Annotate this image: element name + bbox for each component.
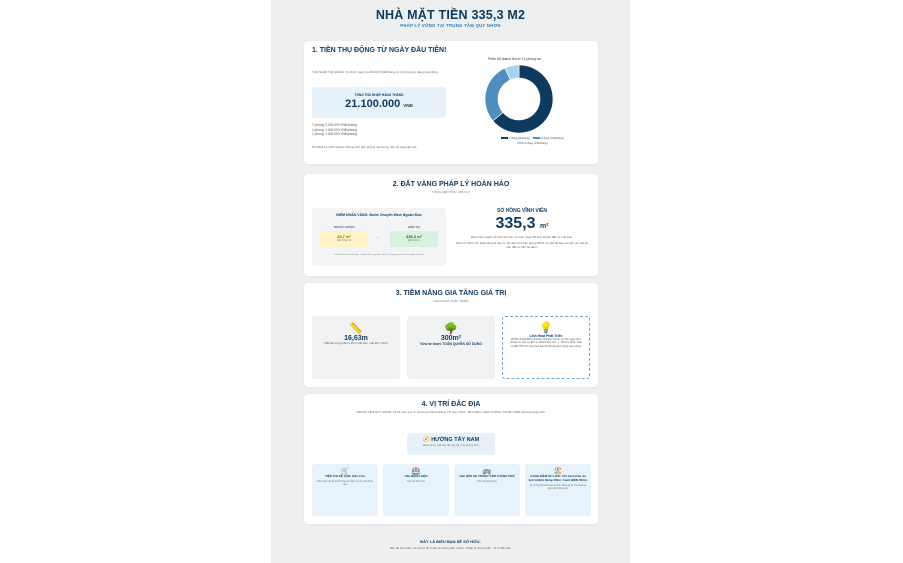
- legend-label: 1 phòng (1.5tr/phòng): [524, 141, 548, 145]
- beach-icon: 🏖️: [553, 468, 563, 475]
- income-label: TỔNG THU NHẬP HÀNG THÁNG: [354, 93, 404, 97]
- arrow-right-icon: →: [375, 234, 380, 240]
- section-potential: [304, 283, 598, 387]
- tile-head: Gần BẾN XE TRUNG TÂM THÀNH PHỐ: [459, 474, 515, 478]
- income-unit: VNĐ: [403, 103, 413, 108]
- direction-label: HƯỚNG TÂY NAM: [431, 437, 480, 443]
- flexible-tile: [502, 316, 590, 379]
- tile-desc: PHÂN LÔ ĐỂ BÁN LẺ hoặc phát triển dự án lớn hơn (xây thêm phòng trọ, căn hộ dịch vụ, khách sạn mini...). TỐI ƯU HÓA: Toàn bộ đất THỔ CƯ cho phép bạn tối đa hóa giá trị từng mét vuông.: [509, 338, 583, 348]
- income-value: [312, 98, 446, 110]
- chart-title: Phân bổ doanh thu từ 12 phòng trọ: [488, 57, 541, 61]
- tile-head: TIỆN ÍCH KỀ CẬN: Gần Chợ: [325, 474, 365, 478]
- direction-box: [407, 433, 495, 455]
- tile-head: Gần BỆNH VIỆN: [404, 474, 428, 478]
- before-value: 49,7 m²: [337, 234, 351, 239]
- stable-note: ỔN ĐỊNH & SẴN SÀNG: Không chờ đợi, không xây dựng, tiền về ngay lập tức.: [312, 145, 418, 149]
- legend-item: [501, 137, 530, 140]
- footer: [271, 539, 630, 550]
- tile-value: 16,63m: [344, 335, 368, 342]
- frontage-tile: [312, 316, 400, 379]
- tourism-tile: [525, 464, 591, 516]
- income-intro: THU NHẬP THỤ ĐỘNG: Ổn định ngay 21.100.000 VNĐ/tháng từ 12 phòng trọ đang hoạt động.: [312, 70, 439, 74]
- footer-sub: Một tài sản hiếm có, hội tụ đủ 3 yếu tố: Dòng tiền mạnh - Pháp lý vững chắc - Vị trí đắc địa.: [389, 546, 512, 550]
- revenue-donut-chart: [483, 63, 555, 135]
- potential-tiles: [312, 316, 592, 379]
- tile-value: 300m²: [440, 335, 462, 342]
- direction-sub: Mang lại sự mát mẻ, đón gió tốt, hợp phong thủy.: [422, 444, 480, 447]
- tile-desc: Tiện ích thiết yếu: [406, 479, 426, 483]
- pink-desc: Đảm bảo quyền sở hữu lâu dài, an toàn tuyệt đối cho khoản đầu tư của bạn.: [471, 235, 573, 239]
- section-location: [304, 394, 598, 524]
- legend-row: [482, 137, 582, 140]
- sidewalk-tile: [407, 316, 495, 379]
- cart-icon: 🛒: [340, 468, 350, 475]
- after-value: 335,3 m²: [405, 234, 422, 239]
- footer-title: ĐÂY LÀ ĐIỀU BẠN SẼ SỞ HỮU:: [420, 539, 481, 544]
- legend-item: [517, 142, 548, 145]
- room-item: 7 phòng: 2.000.000 VNĐ/phòng: [312, 123, 357, 127]
- tile-desc: Vừa hè được TOÀN QUYỀN SỬ DỤNG: [420, 342, 482, 346]
- before-badge: [320, 231, 368, 247]
- legend-swatch: [501, 137, 508, 139]
- tile-value: Linh Hoạt Phát Triển: [529, 334, 563, 338]
- after-sub: Đất ở đô thị: [407, 239, 421, 242]
- pink-amount: 335,3: [495, 215, 536, 232]
- pink-title: SỔ HỒNG VĨNH VIỄN: [496, 208, 547, 214]
- tile-desc: Lý tưởng để khai thác du lịch, tăng giá trị cho thuê và giá trị bất động sản.: [529, 483, 587, 490]
- section-title: 1. TIỀN THỤ ĐỘNG TỪ NGÀY ĐẦU TIÊN!: [312, 47, 447, 54]
- gold-highlight-box: [312, 208, 446, 266]
- pink-desc-2: NHÀ Ở SẴN CÓ: Nhà riêng là cấp IV với diện tích xây dựng 285,6 m². Đã để bạn ưu tiên về mặt tài sản đất có sẵn hạ tầng.: [456, 241, 588, 249]
- legend-item: [533, 137, 564, 140]
- infographic-page: [271, 0, 630, 563]
- gold-title: ĐIỂM NHẤN VÀNG: Bước Chuyển Mình Ngoạn Mục: [336, 213, 422, 217]
- amenity-tiles: [312, 464, 592, 516]
- tile-desc: Mặt tiền rộng 25m x 16m mặt sàn, mặt tiền TLKD: [324, 341, 388, 345]
- section-passive-income: [304, 41, 598, 164]
- legend-row: [482, 142, 582, 145]
- page-title: NHÀ MẶT TIỀN 335,3 M2: [375, 8, 526, 22]
- section-title: 4. VỊ TRÍ ĐẮC ĐỊA: [421, 401, 481, 408]
- header: [271, 0, 630, 28]
- lightbulb-icon: 💡: [539, 322, 553, 334]
- room-item: 1 phòng: 1.500.000 VNĐ/phòng: [312, 132, 357, 137]
- after-block: [390, 225, 438, 247]
- after-badge: [390, 231, 438, 247]
- direction-title: [407, 437, 495, 443]
- chart-legend: [482, 137, 582, 146]
- tile-head: CẠNH ĐIỂM DU LỊCH: Chỉ cách Khu du lịch Ghềnh Ráng 200m. Cách BIỂN 500m.: [528, 474, 588, 482]
- pink-unit: m²: [539, 223, 549, 230]
- page-subtitle: PHÁP LÝ VỮNG TẠI TRUNG TÂM QUY NHƠN: [400, 23, 501, 28]
- location-text: TRUNG TÂM QUY NHƠN: Tổ 16, khu vực 3, phường Ghềnh Ráng, TP. Quy Nhơn, Bình Định. GIAO THÔNG THUẬN TIỆN: Đường rộng 10m.: [356, 410, 546, 414]
- room-item: 4 phòng: 1.600.000 VNĐ/phòng: [312, 127, 357, 132]
- income-box: [312, 87, 446, 118]
- income-amount: 21.100.000: [345, 98, 401, 110]
- bus-icon: 🚌: [482, 468, 492, 475]
- hospital-icon: 🏥: [411, 468, 421, 475]
- before-label: TRƯỚC 10/2024: [333, 225, 355, 229]
- before-sub: Đất ở thực tế: [336, 239, 352, 242]
- tile-desc: Kết nối giao thông: [477, 479, 497, 483]
- room-list: [312, 123, 447, 137]
- section-title: 2. ĐẤT VÀNG PHÁP LÝ HOÀN HẢO: [392, 181, 510, 188]
- bus-station-tile: [454, 464, 520, 516]
- hospital-tile: [383, 464, 449, 516]
- section-subtitle: TỔNG DIỆN TÍCH: 335,3 m²: [432, 189, 470, 194]
- pink-value: [454, 215, 590, 233]
- section-legal: [304, 174, 598, 276]
- tile-desc: Đảm bảo nguồn khách thuê ổn định và nhu cầu thuê cao.: [317, 479, 373, 486]
- before-block: [320, 225, 368, 247]
- gold-note: Toàn bộ 335,3 m² đã được chuyển đổi sang đất ở đô thị. Tăng giá trị tài sản lên gấp nhiều lần.: [333, 254, 425, 256]
- legend-swatch: [533, 137, 540, 139]
- market-tile: [312, 464, 378, 516]
- section-subtitle: LINH HOẠT PHÁT TRIỂN: [433, 298, 469, 303]
- tree-icon: 🌳: [444, 323, 458, 335]
- section-title: 3. TIỀM NĂNG GIA TĂNG GIÁ TRỊ: [395, 290, 507, 297]
- pink-book-block: [454, 208, 590, 249]
- pie-slice: [485, 68, 510, 121]
- ruler-icon: 📏: [349, 323, 363, 335]
- legend-label: 4 phòng (1.6tr/phòng): [540, 137, 564, 140]
- after-label: HIỆN TẠI: [408, 225, 420, 229]
- compass-icon: 🧭: [422, 437, 430, 443]
- legend-swatch: [517, 142, 524, 144]
- legend-label: 7 phòng (2tr/phòng): [508, 137, 530, 140]
